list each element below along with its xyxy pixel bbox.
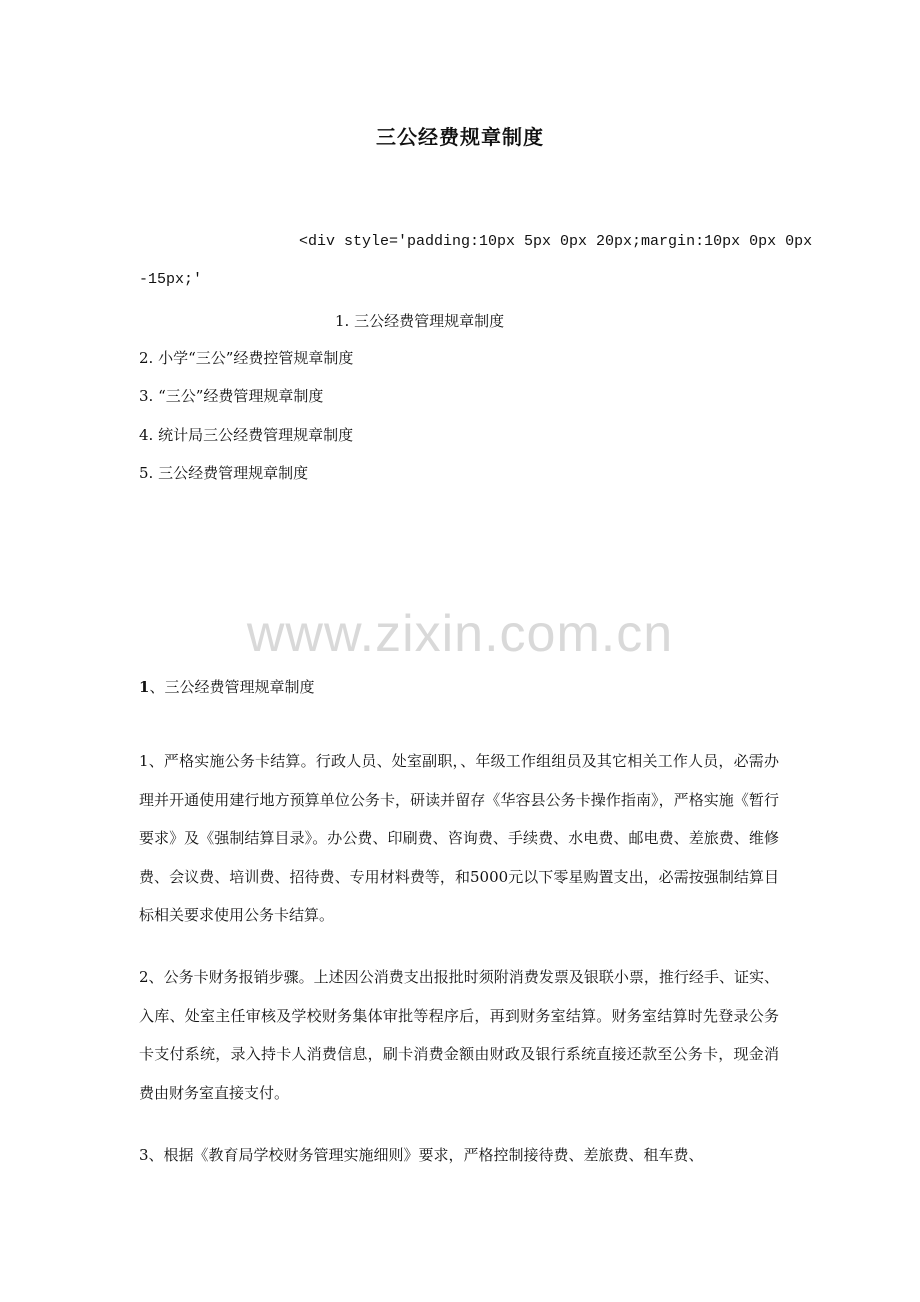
section-heading-number: 1 xyxy=(139,678,150,696)
toc-item[interactable]: 1. 三公经费管理规章制度 xyxy=(335,312,505,330)
paragraph: 2、公务卡财务报销步骤。上述因公消费支出报批时须附消费发票及银联小票，推行经手、证实、入库、处室主任审核及学校财务集体审批等程序后，再到财务室结算。财务室结算时先登录公务卡支付系统，录入持卡人消费信息，刷卡消费金额由财政及银行系统直接还款至公务卡，现金消费由财务室直接支付。 xyxy=(139,968,779,1102)
paragraph: 3、根据《教育局学校财务管理实施细则》要求，严格控制接待费、差旅费、租车费、 xyxy=(139,1146,704,1164)
document-title: 三公经费规章制度 xyxy=(376,125,544,149)
section-heading xyxy=(139,676,314,697)
toc-item[interactable]: 4. 统计局三公经费管理规章制度 xyxy=(139,426,354,444)
code-snippet-line-1: <div style='padding:10px 5px 0px 20px;margin:10px 0px 0px xyxy=(299,233,813,250)
watermark: www.zixin.com.cn xyxy=(246,605,674,663)
paragraph: 1、严格实施公务卡结算。行政人员、处室副职，、年级工作组组员及其它相关工作人员，必需办理并开通使用建行地方预算单位公务卡，研读并留存《华容县公务卡操作指南》，严格实施《暂行要求》及《强制结算目录》。办公费、印刷费、咨询费、手续费、水电费、邮电费、差旅费、维修费、会议费、培训费、招待费、专用材料费等，和5000元以下零星购置支出，必需按强制结算目标相关要求使用公务卡结算。 xyxy=(139,752,779,924)
section-heading-text: 、三公经费管理规章制度 xyxy=(149,678,315,696)
toc-item[interactable]: 2. 小学“三公”经费控管规章制度 xyxy=(139,349,354,367)
code-snippet-line-2: -15px;' xyxy=(139,271,203,288)
toc-item[interactable]: 3. “三公”经费管理规章制度 xyxy=(139,387,324,405)
toc-item[interactable]: 5. 三公经费管理规章制度 xyxy=(139,464,309,482)
